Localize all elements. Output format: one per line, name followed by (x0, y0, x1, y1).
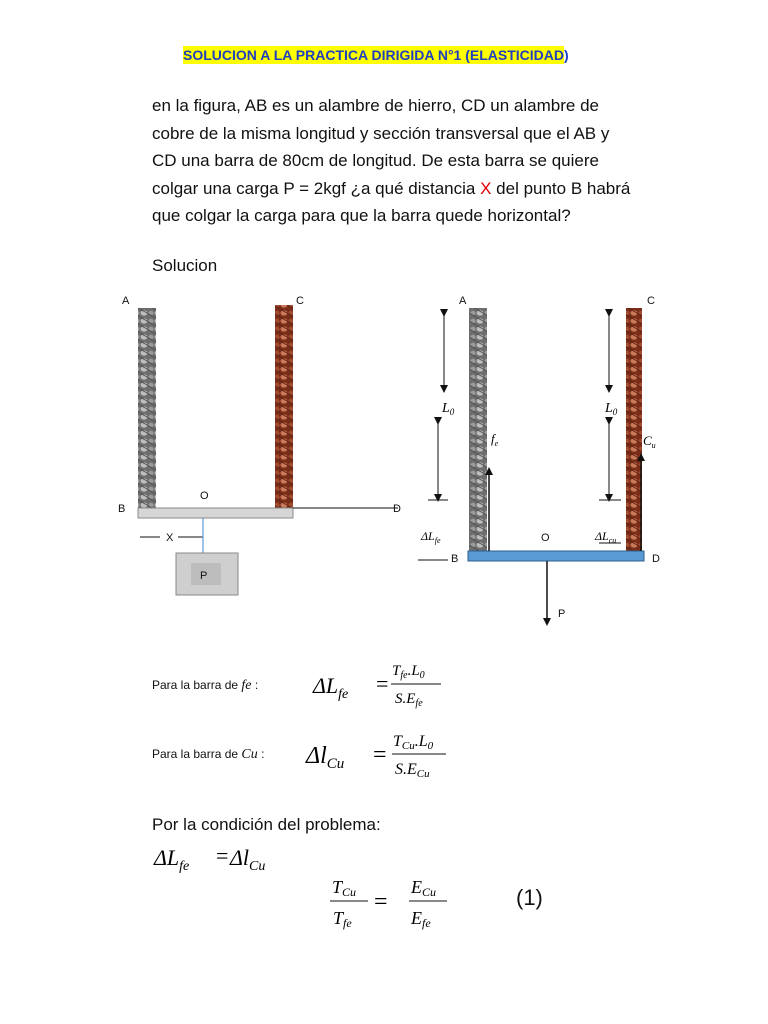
right-label-a: A (459, 295, 467, 307)
ratio-rhs-denominator: Efe (411, 908, 431, 930)
left-label-b: B (118, 503, 126, 515)
problem-line-1: en la figura, AB es un alambre de hierro, CD un alambre de (152, 96, 599, 115)
right-label-b: B (451, 553, 459, 565)
delta-l-cu-label: $\Delta L_{cu}$ (595, 529, 617, 545)
iron-wire-ab-stretched (469, 308, 487, 551)
cu-eq-sign: = (373, 742, 387, 768)
problem-line-5: que colgar la carga para que la barra quede horizontal? (152, 206, 571, 225)
solution-heading: Solucion (152, 256, 218, 275)
delta-l-fe-label: $\Delta L_{fe}$ (421, 529, 441, 545)
tension-fe-label: $f_e$ (491, 431, 499, 448)
condition-equality (150, 840, 310, 880)
l0-label-left: $L_0$ (442, 401, 455, 417)
right-rigid-bar (468, 551, 644, 561)
left-rigid-bar (138, 508, 293, 518)
condition-eq-sign: = (216, 843, 229, 868)
tension-cu-label: $C_u$ (643, 433, 656, 450)
left-label-a: A (122, 295, 130, 307)
cu-eq-numerator: TCu.L0 (393, 733, 434, 752)
copper-wire-cd (275, 305, 293, 508)
fe-eq-numerator: $T_{fe}.L_0$ (392, 663, 425, 681)
fe-eq-sign: = (376, 671, 389, 696)
distance-x-highlight: X (480, 178, 492, 198)
left-label-x: X (166, 532, 174, 544)
title-tail: ) (564, 47, 569, 63)
left-label-c: C (296, 295, 304, 307)
left-label-o: O (200, 490, 209, 502)
right-label-c: C (647, 295, 655, 307)
right-label-p: P (558, 608, 566, 620)
problem-line-2: cobre de la misma longitud y sección transversal que el AB y (152, 123, 610, 143)
right-label-o: O (541, 532, 550, 544)
condition-text: Por la condición del problema: (152, 815, 381, 834)
wire-bar-diagram (0, 285, 768, 630)
left-label-d: D (393, 503, 401, 515)
cu-equation-label: Para la barra de Cu : (152, 747, 265, 762)
left-label-p: P (200, 570, 208, 582)
cu-eq-lhs: $\Delta l_{Cu}$ (306, 743, 345, 772)
l0-label-right: $L_0$ (605, 401, 618, 417)
cu-eq-denominator: S.ECu (395, 761, 430, 780)
problem-line-4-b: del punto B habrá (491, 178, 631, 198)
fe-equation-label: Para la barra de fe : (152, 678, 259, 693)
right-label-d: D (652, 553, 660, 565)
problem-line-4-a: colgar una carga P = 2kgf ¿a qué distancia (152, 178, 481, 198)
condition-rhs: $\Delta l_{Cu}$ (230, 845, 266, 874)
ratio-lhs-numerator: TCu (332, 877, 357, 899)
document-title (183, 47, 569, 63)
copper-wire-cd-stretched (626, 308, 642, 551)
problem-statement (152, 92, 652, 230)
ratio-rhs-numerator: ECu (411, 877, 437, 899)
fe-elongation-equation (305, 656, 455, 711)
equation-number: (1) (516, 885, 543, 910)
title-highlighted: SOLUCION A LA PRACTICA DIRIGIDA N°1 (ELASTICIDAD (183, 47, 565, 63)
fe-eq-lhs: $\Delta L_{fe}$ (313, 673, 349, 702)
ratio-lhs-denominator: Tfe (333, 908, 352, 930)
ratio-eq-sign: = (374, 889, 388, 915)
fe-eq-denominator: $S.E_{fe}$ (395, 691, 423, 709)
problem-line-4 (152, 175, 652, 203)
cu-elongation-equation (300, 725, 460, 785)
problem-line-3: CD una barra de 80cm de longitud. De esta barra se quiere (152, 151, 599, 170)
condition-lhs: $\Delta L_{fe}$ (154, 845, 190, 874)
iron-wire-ab (138, 308, 156, 508)
right-figure (418, 295, 660, 622)
left-figure (118, 295, 401, 595)
ratio-equation (325, 872, 465, 934)
